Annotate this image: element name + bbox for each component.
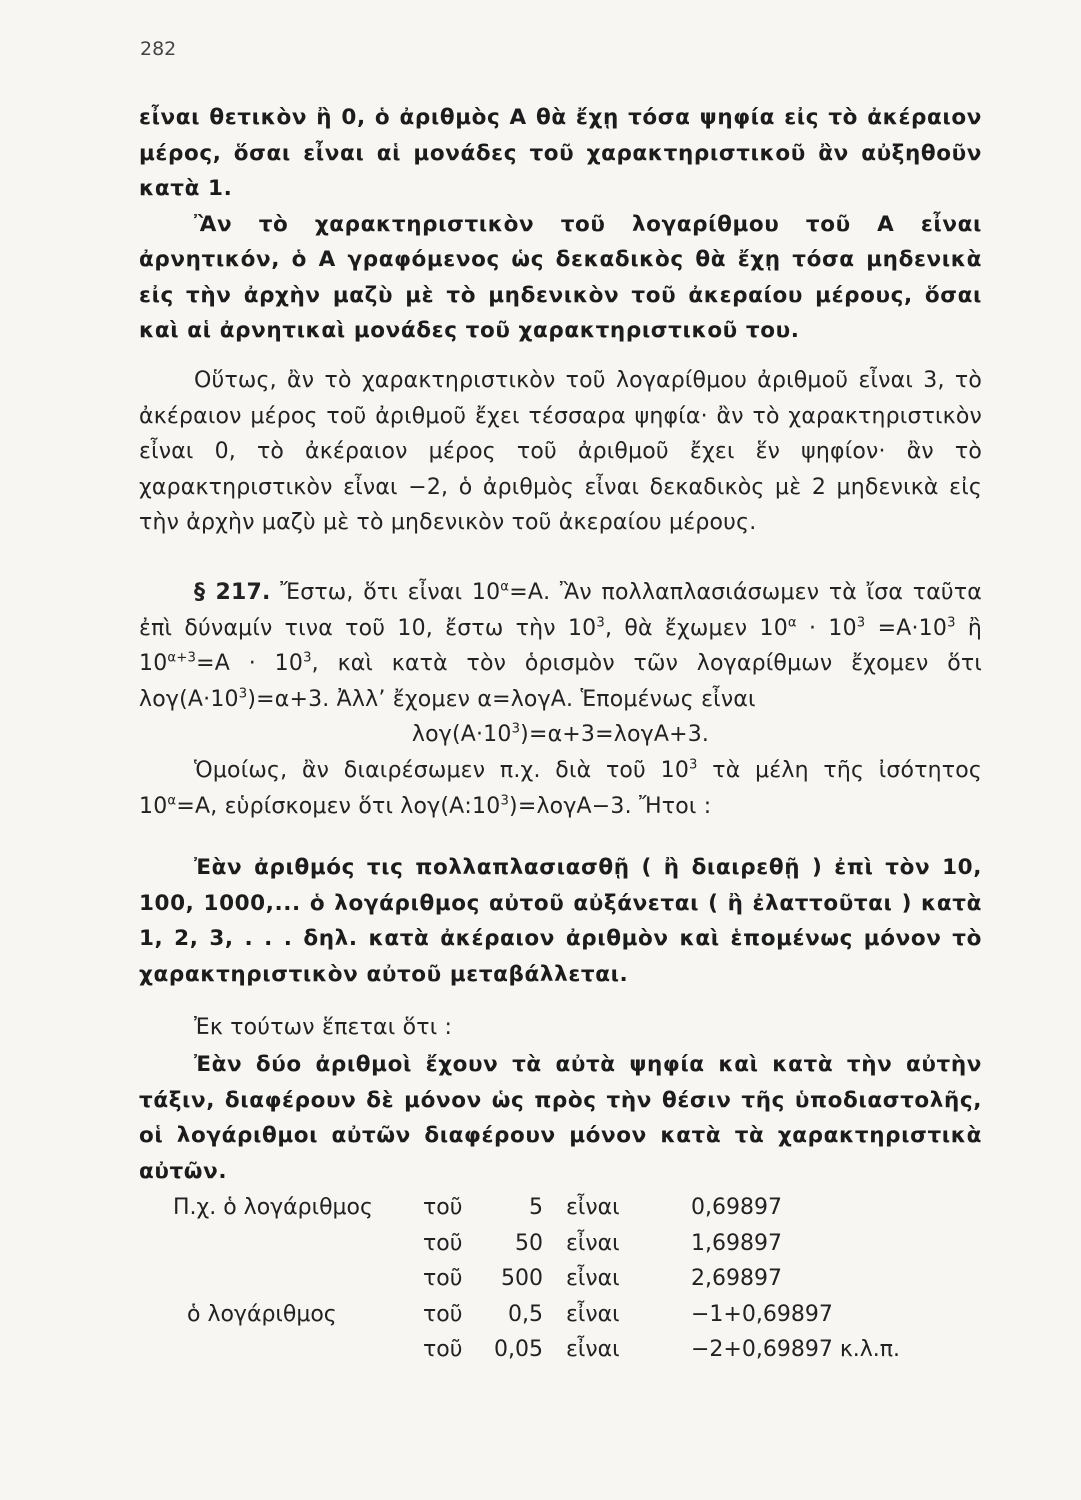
rule-1-block: [139, 850, 982, 992]
rule-2-block: [139, 1047, 982, 1189]
example-row: τοῦ 0,05 εἶναι −2+0,69897 κ.λ.π.: [423, 1337, 901, 1362]
consequence: Ἐκ τούτων ἕπεται ὅτι :: [194, 1015, 453, 1040]
rule-2: Ἐὰν δύο ἀριθμοὶ ἔχουν τὰ αὐτὰ ψηφία καὶ κατὰ τὴν αὐτὴν τάξιν, διαφέρουν δὲ μόνον ὡς πρὸς τὴν θέσιν τῆς ὑποδιαστολῆς, οἱ λογάριθμοι αὐτῶν διαφέρουν μόνον κατὰ τὰ χαρακτηριστικὰ αὐτῶν.: [139, 1052, 982, 1184]
formula-line: $\lambda o\gamma(A\cdot 10^3)=\alpha+3=\lambda o\gamma A+3$.: [411, 722, 710, 748]
paragraph-3: Οὕτως, ἂν τὸ χαρακτηριστικὸν τοῦ λογαρίθμου ἀριθμοῦ εἶναι 3, τὸ ἀκέραιον μέρος τοῦ ἀριθμοῦ ἔχει τέσσαρα ψηφία· ἂν τὸ χαρακτηριστικὸν εἶναι 0, τὸ ἀκέραιον μέρος τοῦ ἀριθμοῦ ἔχει ἕν ψηφίον· ἂν τὸ χαρακτηριστικὸν εἶναι −2, ὁ ἀριθμὸς εἶναι δεκαδικὸς μὲ 2 μηδενικὰ εἰς τὴν ἀρχὴν μαζὺ μὲ τὸ μηδενικὸν τοῦ ἀκεραίου μέρους.: [139, 368, 982, 536]
explanation-block: [139, 363, 982, 541]
example-row: τοῦ 500 εἶναι 2,69897: [423, 1266, 782, 1291]
section-217: [139, 575, 982, 824]
example-row: Π.χ. ὁ λογάριθμος τοῦ 5 εἶναι 0,69897: [173, 1195, 782, 1220]
examples-table: [139, 1195, 982, 1373]
paragraph-1: εἶναι θετικὸν ἢ 0, ὁ ἀριθμὸς Α θὰ ἔχῃ τόσα ψηφία εἰς τὸ ἀκέραιον μέρος, ὅσαι εἶναι αἱ μονάδες τοῦ χαρακτηριστικοῦ ἂν αὐξηθοῦν κατὰ 1.: [139, 105, 982, 201]
page-number: 282: [140, 38, 177, 60]
consequence-block: [139, 1010, 982, 1046]
section-label: § 217.: [194, 580, 271, 605]
paragraph-2: Ἂν τὸ χαρακτηριστικὸν τοῦ λογαρίθμου τοῦ Α εἶναι ἀρνητικόν, ὁ Α γραφόμενος ὡς δεκαδικὸς θὰ ἔχῃ τόσα μηδενικὰ εἰς τὴν ἀρχὴν μαζὺ μὲ τὸ μηδενικὸν τοῦ ἀκεραίου μέρους, ὅσαι καὶ αἱ ἀρνητικαὶ μονάδες τοῦ χαρακτηριστικοῦ του.: [139, 211, 982, 343]
opening-text: [139, 100, 982, 349]
section-paragraph: § 217. Ἔστω, ὅτι εἶναι $10^\alpha=A$. Ἂν πολλαπλασιάσωμεν τὰ ἴσα ταῦτα ἐπὶ δύναμίν τινα τοῦ 10, ἔστω τὴν $10^3$, θὰ ἔχωμεν $10^\alpha \cdot 10^3 =A\cdot 10^3$ ἢ $10^{\alpha+3}=A \cdot 10^3$, καὶ κατὰ τὸν ὁρισμὸν τῶν λογαρίθμων ἔχομεν ὅτι $\lambda o\gamma(A\cdot 10^3)=\alpha+3$. Ἀλλ’ ἔχομεν α=λογΑ. Ἑπομένως εἶναι: [139, 579, 982, 712]
similarly-paragraph: Ὁμοίως, ἂν διαιρέσωμεν π.χ. διὰ τοῦ $10^3$ τὰ μέλη τῆς ἰσότητος $10^\alpha=A$, εὑρίσκομεν ὅτι $\lambda o\gamma(A:10^3)=\lambda o\gamma A-3$. Ἤτοι :: [139, 757, 982, 819]
example-row: τοῦ 50 εἶναι 1,69897: [423, 1230, 782, 1256]
rule-1: Ἐὰν ἀριθμός τις πολλαπλασιασθῇ ( ἢ διαιρεθῇ ) ἐπὶ τὸν 10, 100, 1000,... ὁ λογάριθμος αὐτοῦ αὐξάνεται ( ἢ ἐλαττοῦται ) κατὰ 1, 2, 3, . . . δηλ. κατὰ ἀκέραιον ἀριθμὸν καὶ ἑπομένως μόνον τὸ χαρακτηριστικὸν αὐτοῦ μεταβάλλεται.: [139, 855, 982, 987]
example-row: ὁ λογάριθμος τοῦ 0,5 εἶναι −1+0,69897: [187, 1301, 833, 1327]
